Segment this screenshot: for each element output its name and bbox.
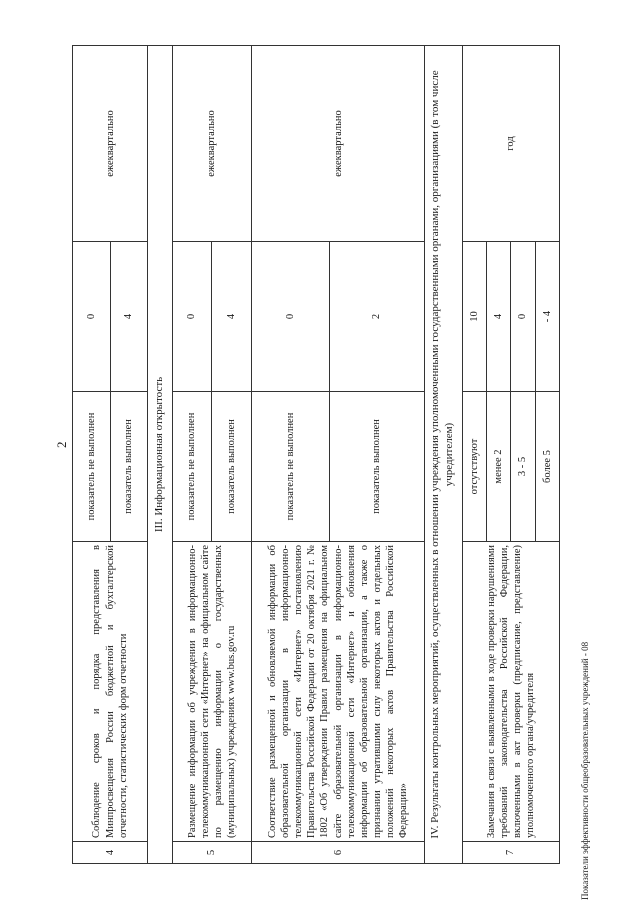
result-label: менее 2 xyxy=(486,392,510,542)
row-number: 4 xyxy=(73,842,148,864)
result-label: отсутствуют xyxy=(462,392,486,542)
result-label: более 5 xyxy=(535,392,559,542)
result-score: - 4 xyxy=(535,242,559,392)
period: ежеквартально xyxy=(172,46,252,242)
section-heading: III. Информационная открытость xyxy=(148,46,172,864)
page-number: 2 xyxy=(54,441,69,448)
row-number: 7 xyxy=(462,842,559,864)
criterion-text: Соответствие размещенной и обновляемой информации об образовательной организации в информационно-телекоммуникационной сети «Интернет» постановлению Правительства Российской Федерации от 20 октября 2021 г. № 1802 «Об утверждении Правил размещения на официальном сайте образовательной организации в информационно-телекоммуникационной сети «Интернет» и обновления информации об образовательной организации, а также о признании утратившими силу некоторых актов и отдельных положений некоторых актов Правительства Российской Федерации» xyxy=(252,542,425,842)
criterion-text: Размещение информации об учреждении в информационно-телекоммуникационной сети «Интернет» на официальном сайте по размещению информации о государственных (муниципальных) учреждениях www.bus.gov.ru xyxy=(172,542,252,842)
result-label: 3 - 5 xyxy=(511,392,535,542)
row-number: 6 xyxy=(252,842,425,864)
criteria-table xyxy=(72,45,560,864)
result-label: показатель не выполнен xyxy=(252,392,329,542)
result-score: 0 xyxy=(511,242,535,392)
criterion-text: Соблюдение сроков и порядка представления в Минпросвещения России бюджетной и бухгалтерской отчетности, статистических форм отчетности xyxy=(73,542,148,842)
result-score: 0 xyxy=(172,242,212,392)
period: ежеквартально xyxy=(73,46,148,242)
period: ежеквартально xyxy=(252,46,425,242)
result-score: 0 xyxy=(252,242,329,392)
result-label: показатель выполнен xyxy=(110,392,148,542)
criteria-table-wrapper xyxy=(72,46,560,864)
result-score: 4 xyxy=(110,242,148,392)
result-label: показатель выполнен xyxy=(212,392,252,542)
result-label: показатель не выполнен xyxy=(73,392,111,542)
result-score: 10 xyxy=(462,242,486,392)
result-score: 4 xyxy=(212,242,252,392)
result-score: 2 xyxy=(329,242,424,392)
result-score: 4 xyxy=(486,242,510,392)
result-score: 0 xyxy=(73,242,111,392)
result-label: показатель выполнен xyxy=(329,392,424,542)
section-heading: IV. Результаты контрольных мероприятий, осуществленных в отношении учреждения уполномоченными государственными органами, организациями (в том числе учредителем) xyxy=(424,46,462,864)
row-number: 5 xyxy=(172,842,252,864)
criterion-text: Замечания в связи с выявленными в ходе проверки нарушениями требований законодательства Российской Федерации, включенными в акт проверки (предписание, представление) уполномоченного органа/учредителя xyxy=(462,542,559,842)
footer-text: Показатели эффективности общеобразовательных учреждений - 08 xyxy=(580,641,590,900)
period: год xyxy=(462,46,559,242)
result-label: показатель не выполнен xyxy=(172,392,212,542)
